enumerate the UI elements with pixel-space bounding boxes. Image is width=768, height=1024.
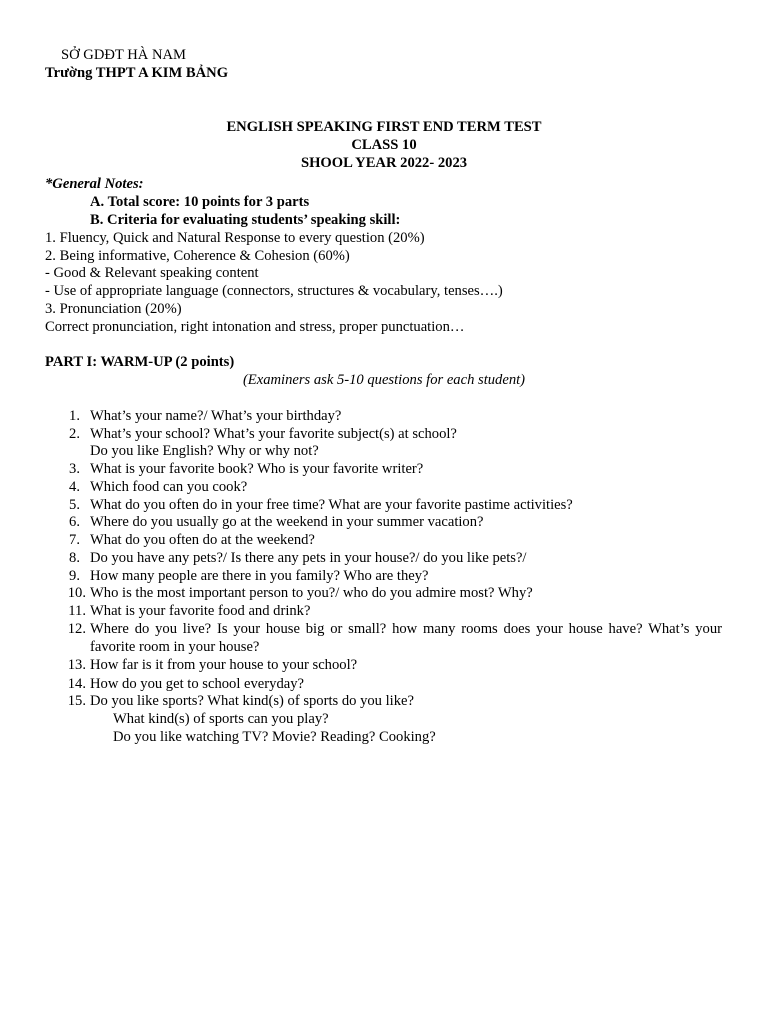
question-number: 6.	[69, 514, 80, 530]
question-number: 1.	[69, 408, 80, 424]
question-number: 3.	[69, 461, 80, 477]
question-text: How many people are there in you family? Who are they?	[90, 568, 429, 584]
question-text: What’s your name?/ What’s your birthday?	[90, 408, 342, 424]
question-number: 2.	[69, 426, 80, 442]
question-number: 4.	[69, 479, 80, 495]
criteria-line: - Use of appropriate language (connectors, structures & vocabulary, tenses….)	[45, 283, 503, 299]
question-text: Which food can you cook?	[90, 479, 248, 495]
class-label: CLASS 10	[351, 137, 417, 153]
question-subline: What kind(s) of sports can you play?	[113, 711, 329, 727]
question-continuation: Do you like English? Why or why not?	[90, 443, 319, 459]
question-text: What is your favorite food and drink?	[90, 603, 311, 619]
criteria-line: 2. Being informative, Coherence & Cohesion (60%)	[45, 248, 350, 264]
question-number: 7.	[69, 532, 80, 548]
question-text: Where do you live? Is your house big or small? how many rooms does your house have? What’s your	[90, 621, 722, 637]
question-number: 10.	[67, 585, 86, 601]
question-text: What’s your school? What’s your favorite subject(s) at school?	[90, 426, 457, 442]
question-number: 14.	[67, 676, 86, 692]
criteria-line: Correct pronunciation, right intonation and stress, proper punctuation…	[45, 319, 465, 335]
part1-instruction: (Examiners ask 5-10 questions for each student)	[242, 372, 526, 388]
school-year: SHOOL YEAR 2022- 2023	[300, 155, 468, 171]
question-text: Do you like sports? What kind(s) of sports do you like?	[90, 693, 414, 709]
criteria-line: 3. Pronunciation (20%)	[45, 301, 182, 317]
question-text: Do you have any pets?/ Is there any pets in your house?/ do you like pets?/	[90, 550, 527, 566]
question-number: 9.	[69, 568, 80, 584]
question-number: 5.	[69, 497, 80, 513]
question-text: What do you often do in your free time? What are your favorite pastime activities?	[90, 497, 573, 513]
question-subline: Do you like watching TV? Movie? Reading? Cooking?	[113, 729, 436, 745]
question-text: How do you get to school everyday?	[90, 676, 304, 692]
criteria-line: 1. Fluency, Quick and Natural Response to every question (20%)	[45, 230, 425, 246]
criteria-line: - Good & Relevant speaking content	[45, 265, 259, 281]
question-continuation: favorite room in your house?	[90, 639, 260, 655]
question-text: What do you often do at the weekend?	[90, 532, 315, 548]
department-name: SỞ GDĐT HÀ NAM	[61, 47, 187, 63]
criteria-heading: B. Criteria for evaluating students’ speaking skill:	[90, 212, 401, 228]
question-number: 13.	[67, 657, 86, 673]
question-number: 8.	[69, 550, 80, 566]
question-number: 12.	[67, 621, 86, 637]
question-number: 15.	[67, 693, 86, 709]
test-title: ENGLISH SPEAKING FIRST END TERM TEST	[226, 119, 542, 135]
question-text: Where do you usually go at the weekend in your summer vacation?	[90, 514, 484, 530]
part1-heading: PART I: WARM-UP (2 points)	[45, 354, 235, 370]
question-text: Who is the most important person to you?/ who do you admire most? Why?	[90, 585, 533, 601]
school-name: Trường THPT A KIM BẢNG	[45, 65, 229, 81]
question-number: 11.	[68, 603, 86, 619]
question-text: How far is it from your house to your school?	[90, 657, 358, 673]
general-notes-heading: *General Notes:	[45, 176, 144, 192]
question-text: What is your favorite book? Who is your favorite writer?	[90, 461, 424, 477]
total-score-note: A. Total score: 10 points for 3 parts	[90, 194, 310, 210]
